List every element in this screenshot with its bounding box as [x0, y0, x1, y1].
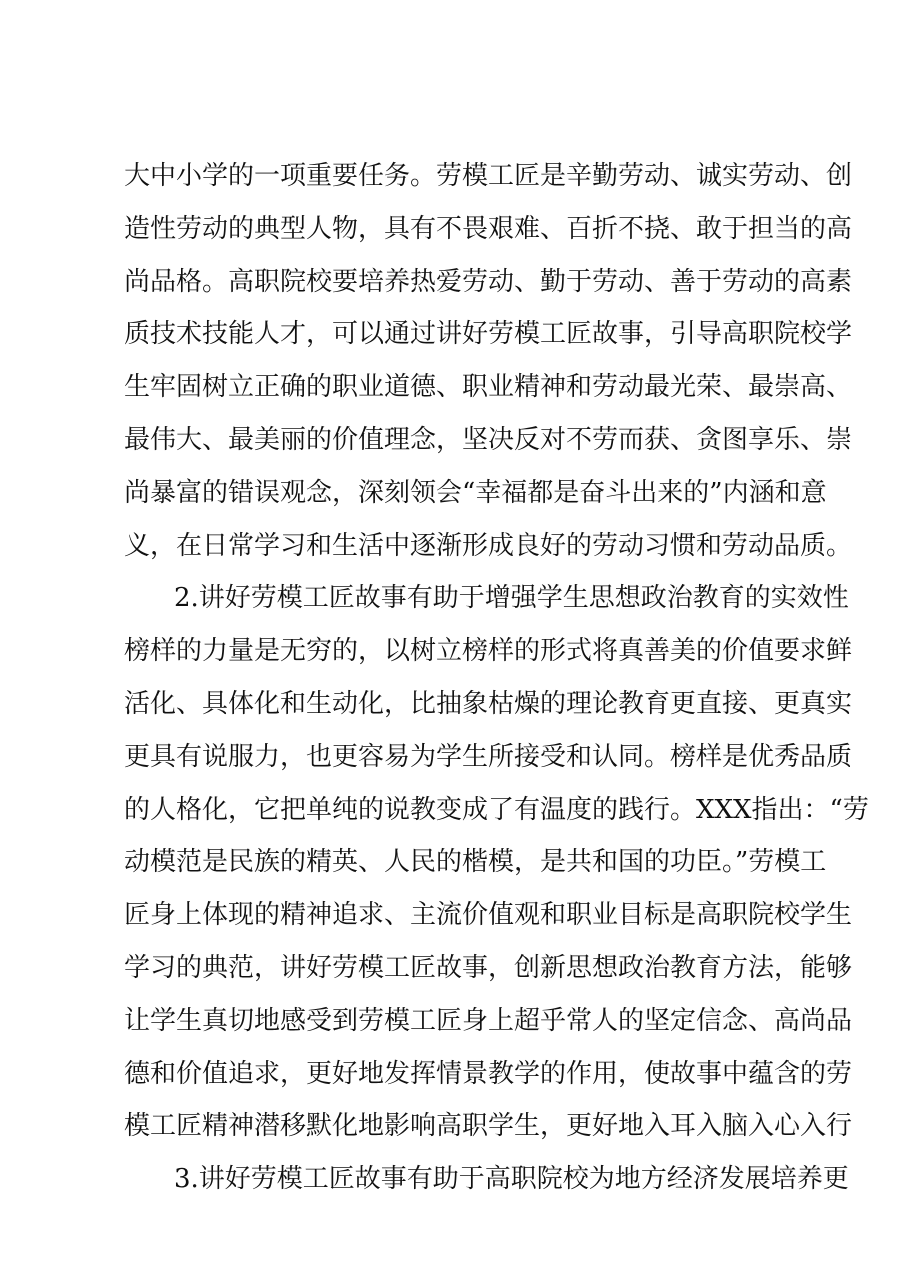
text-line: 尚品格。高职院校要培养热爱劳动、勤于劳动、善于劳动的高素 [124, 266, 853, 297]
text-line: 让学生真切地感受到劳模工匠身上超乎常人的坚定信念、高尚品 [124, 1005, 853, 1036]
text-line: 造性劳动的典型人物，具有不畏艰难、百折不挠、敢于担当的高 [124, 213, 853, 244]
text-line: 最伟大、最美丽的价值理念，坚决反对不劳而获、贪图享乐、崇 [124, 424, 853, 455]
text-line: 生牢固树立正确的职业道德、职业精神和劳动最光荣、最崇高、 [124, 372, 853, 403]
body-text [124, 161, 869, 1219]
section-heading: 2.讲好劳模工匠故事有助于增强学生思想政治教育的实效性 [174, 583, 849, 614]
text-line: 活化、具体化和生动化，比抽象枯燥的理论教育更直接、更真实 [124, 688, 853, 719]
text-line: 的人格化，它把单纯的说教变成了有温度的践行。XXX指出：“劳 [124, 794, 869, 825]
text-line: 模工匠精神潜移默化地影响高职学生，更好地入耳入脑入心入行 [124, 1111, 853, 1142]
section-heading: 3.讲好劳模工匠故事有助于高职院校为地方经济发展培养更 [174, 1164, 849, 1195]
text-line: 更具有说服力，也更容易为学生所接受和认同。榜样是优秀品质 [124, 741, 853, 772]
text-line: 匠身上体现的精神追求、主流价值观和职业目标是高职院校学生 [124, 900, 853, 931]
text-line: 大中小学的一项重要任务。劳模工匠是辛勤劳动、诚实劳动、创 [124, 161, 853, 191]
text-line: 质技术技能人才，可以通过讲好劳模工匠故事，引导高职院校学 [124, 319, 853, 350]
text-line: 德和价值追求，更好地发挥情景教学的作用，使故事中蕴含的劳 [124, 1058, 853, 1089]
text-line: 学习的典范，讲好劳模工匠故事，创新思想政治教育方法，能够 [124, 952, 853, 983]
text-line: 义，在日常学习和生活中逐渐形成良好的劳动习惯和劳动品质。 [124, 530, 853, 561]
text-line: 榜样的力量是无穷的，以树立榜样的形式将真善美的价值要求鲜 [124, 636, 853, 667]
text-line: 动模范是民族的精英、人民的楷模，是共和国的功臣。”劳模工 [124, 847, 827, 878]
text-line: 尚暴富的错误观念，深刻领会“幸福都是奋斗出来的”内涵和意 [124, 477, 827, 508]
